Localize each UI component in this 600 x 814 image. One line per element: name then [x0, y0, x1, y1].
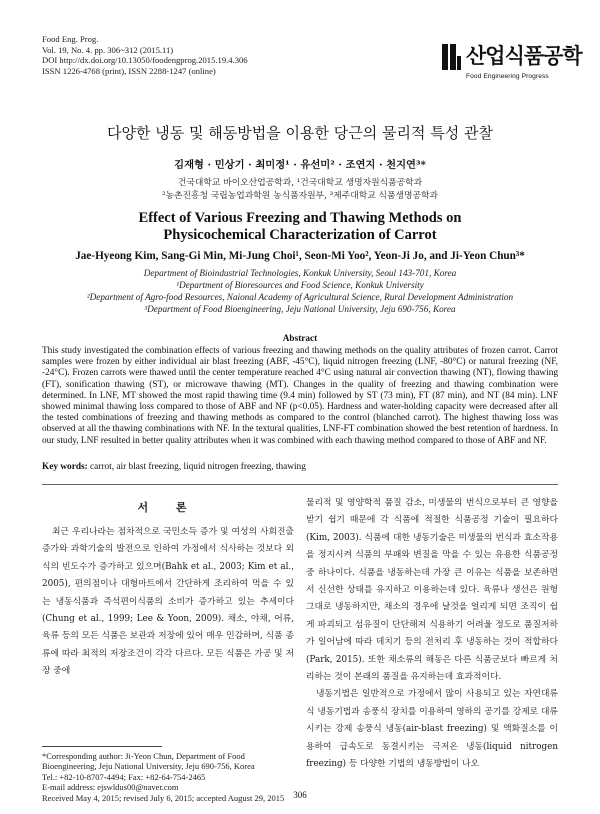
logo-mark-icon — [440, 42, 462, 72]
journal-logo — [440, 40, 582, 90]
footnote-corresponding: *Corresponding author: Ji-Yeon Chun, Department of Food Bioengineering, Jeju National University, Jeju 690-756, Korea — [42, 751, 255, 772]
authors-english: Jae-Hyeong Kim, Sang-Gi Min, Mi-Jung Choi¹, Seon-Mi Yoo², Yeon-Ji Jo, and Ji-Yeon Chun³* — [75, 250, 525, 262]
body-column-right — [306, 495, 558, 774]
title-korean: 다양한 냉동 및 해동방법을 이용한 당근의 물리적 특성 관찰 — [107, 124, 493, 142]
logo-english-text: Food Engineering Progress — [466, 73, 549, 80]
affiliation-english-2: ¹Department of Bioresources and Food Science, Konkuk University — [176, 280, 424, 290]
footnote-received: Received May 4, 2015; revised July 6, 2015; accepted August 29, 2015 — [42, 792, 285, 803]
footnote-email[interactable]: E-mail address: ejswldus00@naver.com — [42, 782, 179, 793]
paragraph: 물리적 및 영양학적 품질 감소, 미생물의 번식으로부터 큰 영향을 받기 쉽기 때문에 각 식품에 적절한 식품공정 기술이 필요하다(Kim, 2003). 식품에 대한 냉동기술은 미생물의 번식과 효소작용을 정지시켜 식품의 부패와 변질을 막을 수 있는 유용한 식품공정 중 하나이다. 식품을 냉동하는데 가장 큰 이유는 식품을 보존하면서 신선한 상태를 유지하고 이용하는데 있다. 육류나 생선은 원형 그대로 냉동하지만, 채소의 경우에 날것을 얼리게 되면 조직이 쉽게 파괴되고 섬유질이 단단해져 식용하기 어려울 정도로 품질저하가 일어남에 따라 데치기 등의 전처리 후 냉동하는 것이 적합하다(Park, 2015). 또한 채소류의 해동은 다른 식품군보다 빠르게 처리하는 것이 본래의 품질을 유지하는데 효과적이다. — [306, 498, 558, 683]
title-english — [0, 210, 600, 244]
affiliation-korean-2: ²농촌진흥청 국립농업과학원 농식품자원부, ³제주대학교 식품생명공학과 — [162, 191, 438, 201]
journal-doi[interactable]: DOI http://dx.doi.org/10.13050/foodengprog.2015.19.4.306 — [42, 55, 248, 66]
affiliation-english-4: ³Department of Food Bioengineering, Jeju National University, Jeju 690-756, Korea — [144, 304, 456, 314]
keywords — [42, 462, 558, 472]
abstract-heading: Abstract — [282, 334, 318, 344]
title-english-line-1: Effect of Various Freezing and Thawing Methods on — [138, 210, 462, 226]
page-number: 306 — [293, 790, 307, 800]
divider — [42, 484, 558, 485]
logo-korean-text: 산업식품공학 — [466, 44, 582, 68]
footnote-phone: Tel.: +82-10-8707-4494; Fax: +82-64-754-2465 — [42, 771, 206, 782]
journal-volume: Vol. 19, No. 4. pp. 306~312 (2015.11) — [42, 44, 174, 55]
title-english-line-2: Physicochemical Characterization of Carrot — [163, 227, 437, 243]
section-title-introduction: 서 론 — [137, 501, 199, 514]
authors-korean: 김재형 · 민상기 · 최미정¹ · 유선미² · 조연지 · 천지연³* — [174, 159, 426, 171]
body-column-left — [42, 524, 294, 681]
journal-issn: ISSN 1226-4768 (print), ISSN 2288-1247 (online) — [42, 65, 216, 76]
affiliation-english-1: Department of Bioindustrial Technologies, Konkuk University, Seoul 143-701, Korea — [143, 268, 457, 278]
journal-header — [42, 34, 342, 76]
abstract-body: This study investigated the combination effects of various freezing and thawing methods on the quality attributes of frozen carrot. Carrot samples were frozen by either individual air blast freezing (ABF, -45°C), liquid nitrogen freezing (LNF, -80°C) or natural freezing (NF, -24°C). Frozen carrots were thawed until the center temperature reached 4°C using natural air convection thawing (NT), flowing thawing (FT), sonification thawing (ST), or microwave thawing (MT). Changes in the quality of freezing and thawing combination were determined. In LNF, MT showed the most rapid thawing time (9.4 min) followed by ST (73 min), FT (87 min), and NT (84 min). LNF showed minimal thawing loss compared to those of ABF and NF (p<0.05). Hardness and water-holding capacity were decreased after all the tested combinations of freezing and thawing methods as compared to the control (blanched carrot). The highest thawing loss was observed at all the thawing combinations with NF. In the textural qualities, LNF-FT combination showed the best retention of hardness. In our study, LNF resulted in better quality attributes when it was combined with each thawing method compared to those of ABF and NF. — [42, 346, 558, 446]
paragraph: 냉동기법은 일반적으로 가정에서 많이 사용되고 있는 자연대류식 냉동기법과 송풍식 장치를 이용하여 영하의 공기를 강제로 대류 시키는 강제 송풍식 냉동(air-blast freezing) 및 액화질소를 이용하여 급속도로 동결시키는 극저온 냉동(liquid nitrogen freezing) 등 다양한 기법의 냉동방법이 나오 — [306, 689, 558, 770]
affiliation-english-3: ²Department of Agro-food Resources, Naional Academy of Agricultural Science, Rural Development Administration — [86, 292, 514, 302]
keywords-text: carrot, air blast freezing, liquid nitrogen freezing, thawing — [90, 462, 306, 472]
paragraph: 최근 우리나라는 점차적으로 국민소득 증가 및 여성의 사회진출 증가와 과학기술의 발전으로 인하여 가정에서 식사하는 것보다 외식의 빈도수가 증가하고 있으며(Bahk et al., 2003; Kim et al., 2005), 편의점이나 대형마트에서 간단하게 조리하여 먹을 수 있는 냉동식품과 즉석편이식품의 소비가 증가하고 있는 추세이다(Chung et al., 1999; Lee & Yoon, 2009). 채소, 야채, 어류, 육류 등의 모든 식품은 보관과 저장에 있어 매우 민감하며, 식품 종류에 따라 최적의 저장조건이 각각 다르다. 모든 식품은 가공 및 저장 중에 — [42, 527, 294, 677]
footnote-divider — [42, 746, 162, 747]
keywords-label: Key words: — [42, 462, 88, 472]
journal-name: Food Eng. Prog. — [42, 34, 99, 44]
affiliation-korean-1: 건국대학교 바이오산업공학과, ¹건국대학교 생명자원식품공학과 — [177, 178, 423, 188]
